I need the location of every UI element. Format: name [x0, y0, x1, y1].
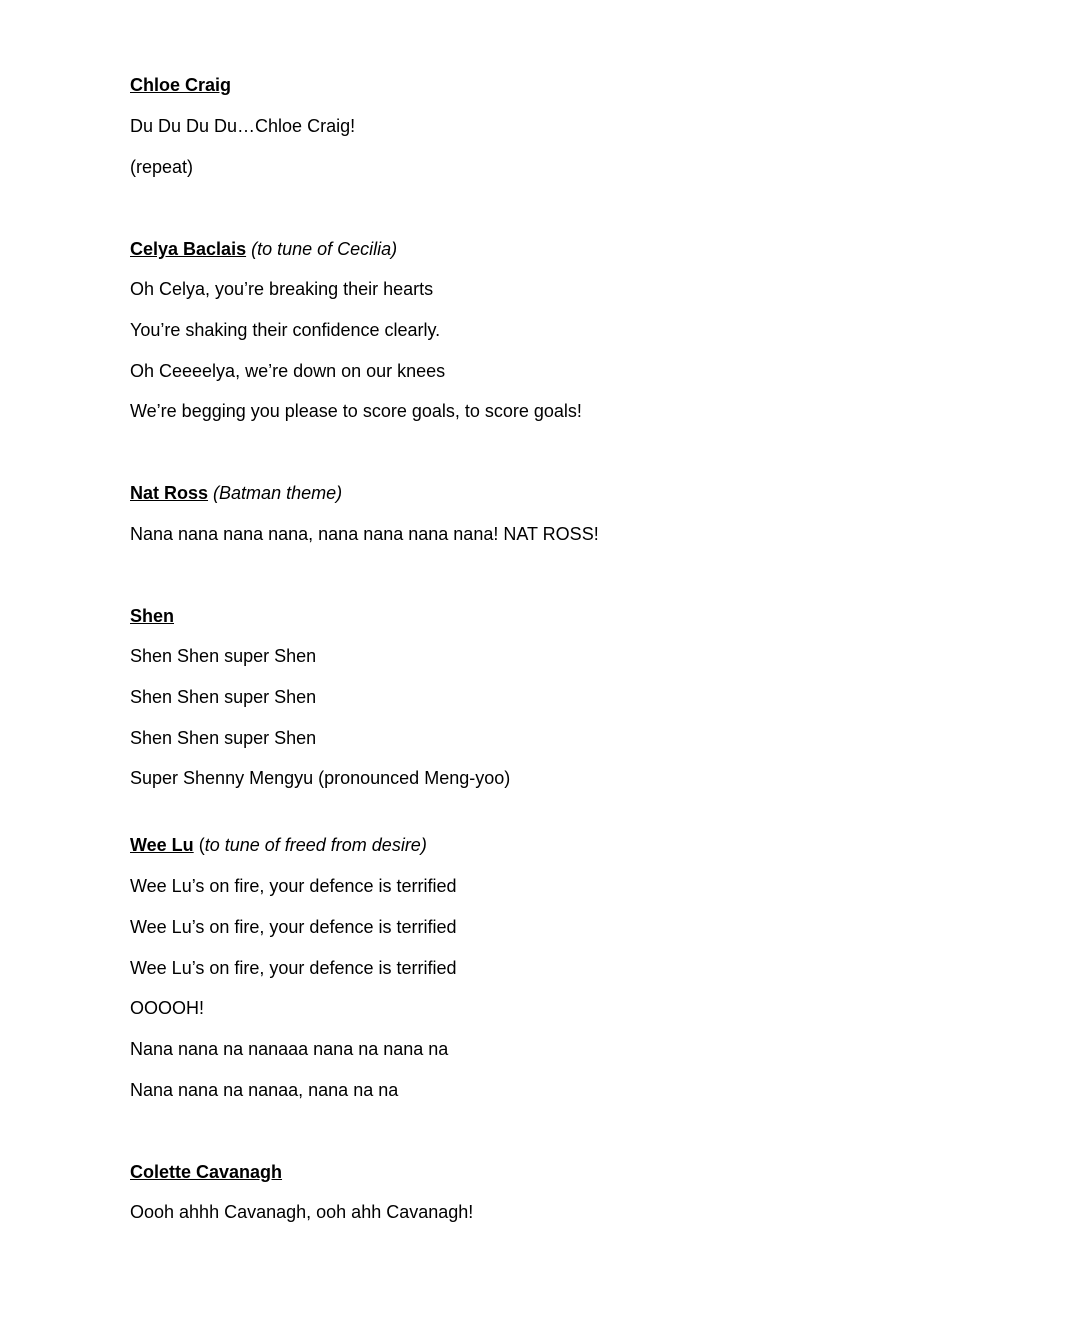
song-heading-nat-ross [130, 482, 342, 504]
lyric-line: Oh Celya, you’re breaking their hearts [130, 279, 434, 299]
song-heading-wee-lu [130, 834, 427, 856]
lyric-line: Nana nana na nanaa, nana na na [130, 1080, 399, 1100]
tune-note: to tune of freed from desire) [204, 835, 427, 855]
song-heading-colette-cavanagh [130, 1161, 282, 1183]
lyric-line: Wee Lu’s on fire, your defence is terrified [130, 958, 457, 978]
lyric-line: Nana nana nana nana, nana nana nana nana! NAT ROSS! [130, 524, 599, 544]
lyric-line: (repeat) [130, 157, 194, 177]
lyric-line: Du Du Du Du…Chloe Craig! [130, 116, 356, 136]
song-title: Chloe Craig [130, 75, 232, 95]
lyric-line: We’re begging you please to score goals, to score goals! [130, 401, 582, 421]
lyric-line: You’re shaking their confidence clearly. [130, 320, 441, 340]
tune-note: (Batman theme) [213, 483, 343, 503]
lyric-line: OOOOH! [130, 998, 205, 1018]
lyric-line: Nana nana na nanaaa nana na nana na [130, 1039, 449, 1059]
song-title: Celya Baclais [130, 239, 247, 259]
song-heading-chloe-craig [130, 74, 231, 96]
lyric-line: Oh Ceeeelya, we’re down on our knees [130, 361, 446, 381]
open-paren: ( [198, 835, 205, 855]
tune-note: (to tune of Cecilia) [251, 239, 398, 259]
song-title: Shen [130, 606, 175, 626]
lyric-line: Shen Shen super Shen [130, 646, 317, 666]
lyric-line: Oooh ahhh Cavanagh, ooh ahh Cavanagh! [130, 1202, 474, 1222]
lyric-line: Wee Lu’s on fire, your defence is terrified [130, 917, 457, 937]
lyric-line: Wee Lu’s on fire, your defence is terrified [130, 876, 457, 896]
song-title: Colette Cavanagh [130, 1162, 283, 1182]
lyric-line: Shen Shen super Shen [130, 687, 317, 707]
lyric-line: Shen Shen super Shen [130, 728, 317, 748]
song-heading-shen [130, 605, 174, 627]
song-title: Wee Lu [130, 835, 194, 855]
song-title: Nat Ross [130, 483, 209, 503]
lyric-line: Super Shenny Mengyu (pronounced Meng-yoo) [130, 768, 511, 788]
song-heading-celya-baclais [130, 238, 397, 260]
